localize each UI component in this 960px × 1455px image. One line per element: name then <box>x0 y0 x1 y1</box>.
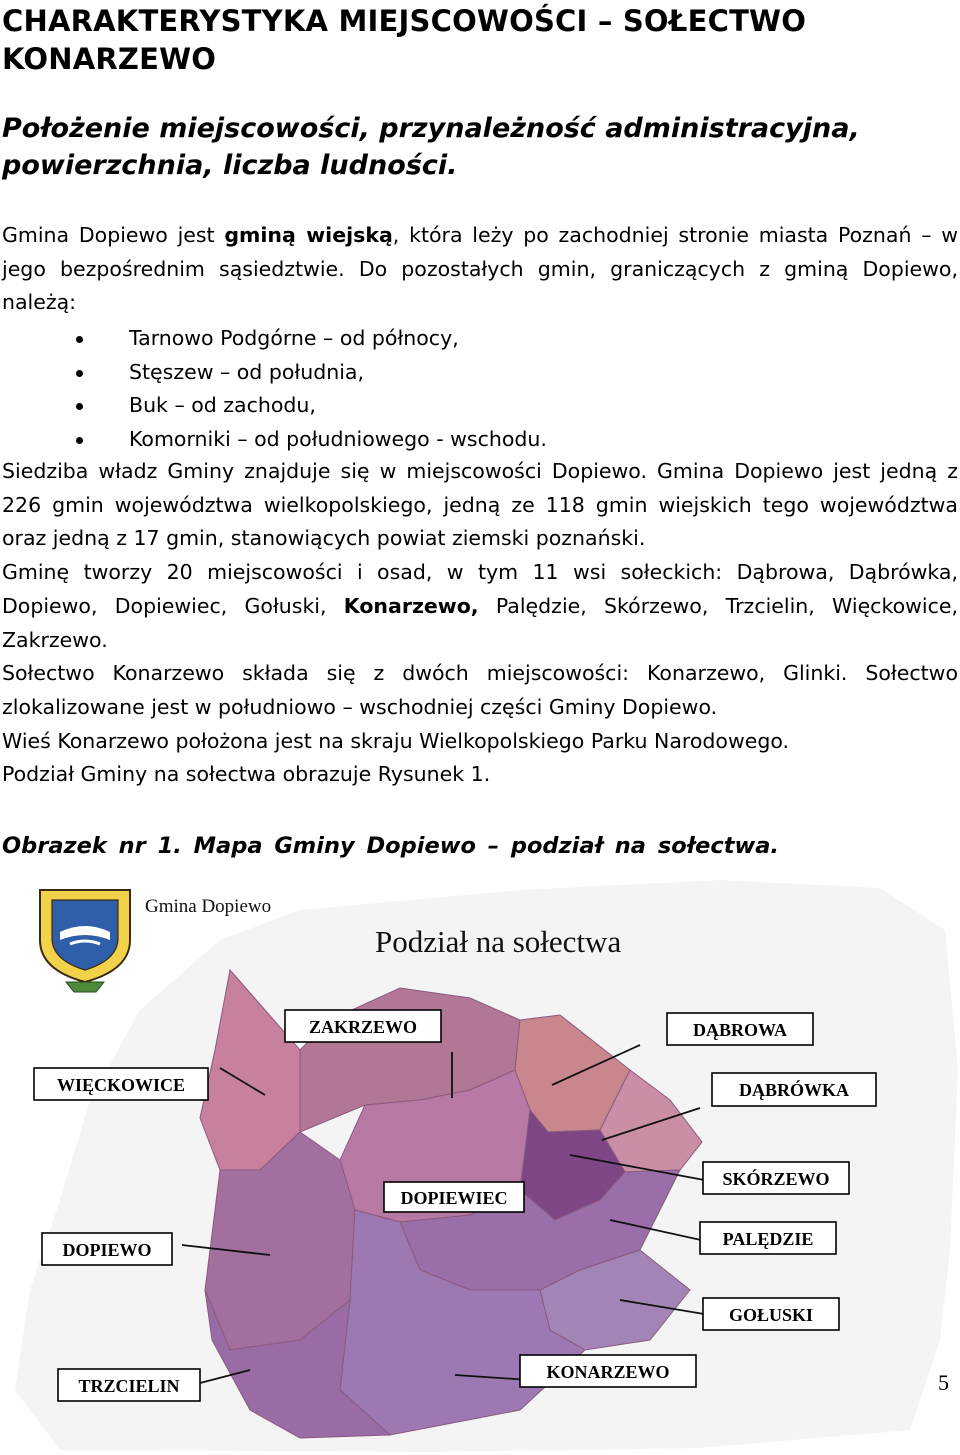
label-text-konarzewo: KONARZEWO <box>546 1362 670 1382</box>
villages-paragraph <box>2 556 958 657</box>
body-text <box>2 455 958 792</box>
list-item-text: Stęszew – od południa, <box>129 359 364 384</box>
label-dopiewiec <box>384 1182 524 1212</box>
map-header-title: Podział na sołectwa <box>375 924 622 959</box>
label-dabrowka <box>712 1073 876 1106</box>
villages-bold-konarzewo: Konarzewo, <box>343 593 479 618</box>
bullet-icon <box>76 437 83 444</box>
page-number: 5 <box>938 1370 949 1395</box>
label-goluski <box>703 1298 839 1330</box>
list-item <box>2 356 547 390</box>
label-text-paledzie: PALĘDZIE <box>722 1229 814 1249</box>
bullet-icon <box>76 336 83 343</box>
neighbour-gminas-list <box>2 322 547 457</box>
label-text-dopiewiec: DOPIEWIEC <box>400 1188 508 1208</box>
label-text-zakrzewo: ZAKRZEWO <box>308 1017 418 1037</box>
coat-of-arms-icon <box>40 890 130 992</box>
seat-paragraph: Siedziba władz Gminy znajduje się w miejscowości Dopiewo. Gmina Dopiewo jest jedną z 226 gmin województwa wielkopolskiego, jedną ze 118 gmin wiejskich tego województwa oraz jedną z 17 gmin, stanowiących powiat ziemski poznański. <box>2 459 958 551</box>
solectwo-paragraph: Sołectwo Konarzewo składa się z dwóch miejscowości: Konarzewo, Glinki. Sołectwo zlokalizowane jest w południowo – wschodniej części Gminy Dopiewo. <box>2 661 958 719</box>
figure-caption: Obrazek nr 1. Mapa Gminy Dopiewo – podział na sołectwa. <box>2 833 779 859</box>
solectwa-map <box>0 870 960 1455</box>
list-item <box>2 322 547 356</box>
intro-text-start: Gmina Dopiewo jest <box>2 223 225 247</box>
label-dabrowa <box>667 1013 813 1045</box>
villages-text-start: Gminę tworzy 20 miejscowości i osad, w tym 11 wsi sołeckich: Dąbrowa, Dąbrówka, Dopiewo, Dopiewiec, Gołuski, <box>2 560 958 618</box>
label-skorzewo <box>703 1162 849 1194</box>
bullet-icon <box>76 370 83 377</box>
label-paledzie <box>700 1222 836 1254</box>
label-trzcielin <box>58 1369 200 1401</box>
label-text-goluski: GOŁUSKI <box>728 1305 814 1325</box>
figure-reference: Podział Gminy na sołectwa obrazuje Rysunek 1. <box>2 762 491 787</box>
list-item-text: Buk – od zachodu, <box>129 393 316 418</box>
list-item-text: Komorniki – od południowego - wschodu. <box>129 427 547 452</box>
label-konarzewo <box>520 1355 696 1387</box>
label-text-trzcielin: TRZCIELIN <box>78 1376 180 1396</box>
label-text-skorzewo: SKÓRZEWO <box>722 1169 830 1189</box>
label-text-dabrowa: DĄBROWA <box>692 1020 788 1040</box>
label-zakrzewo <box>285 1010 441 1042</box>
map-header-small: Gmina Dopiewo <box>145 896 272 917</box>
list-item <box>2 423 547 457</box>
bullet-icon <box>76 403 83 410</box>
intro-text-end: , która leży po zachodniej stronie miasta Poznań – w jego bezpośrednim sąsiedztwie. Do pozostałych gmin, graniczących z gminą Dopiewo, należą: <box>2 223 958 315</box>
list-item-text: Tarnowo Podgórne – od północy, <box>129 326 459 350</box>
intro-paragraph <box>2 219 958 320</box>
label-wieckowice <box>34 1068 208 1100</box>
list-item <box>2 389 547 423</box>
label-text-dopiewo: DOPIEWO <box>62 1240 152 1260</box>
park-paragraph: Wieś Konarzewo położona jest na skraju Wielkopolskiego Parku Narodowego. <box>2 728 790 753</box>
document-title: CHARAKTERYSTYKA MIEJSCOWOŚCI – SOŁECTWO KONARZEWO <box>2 4 807 76</box>
section-subtitle: Położenie miejscowości, przynależność administracyjna, powierzchnia, liczba ludności. <box>2 113 860 181</box>
label-dopiewo <box>42 1233 172 1265</box>
villages-text-end: Palędzie, Skórzewo, Trzcielin, Więckowice, Zakrzewo. <box>2 593 959 652</box>
label-text-wieckowice: WIĘCKOWICE <box>56 1075 186 1095</box>
label-text-dabrowka: DĄBRÓWKA <box>738 1080 850 1100</box>
intro-bold-term: gminą wiejską <box>224 223 393 247</box>
